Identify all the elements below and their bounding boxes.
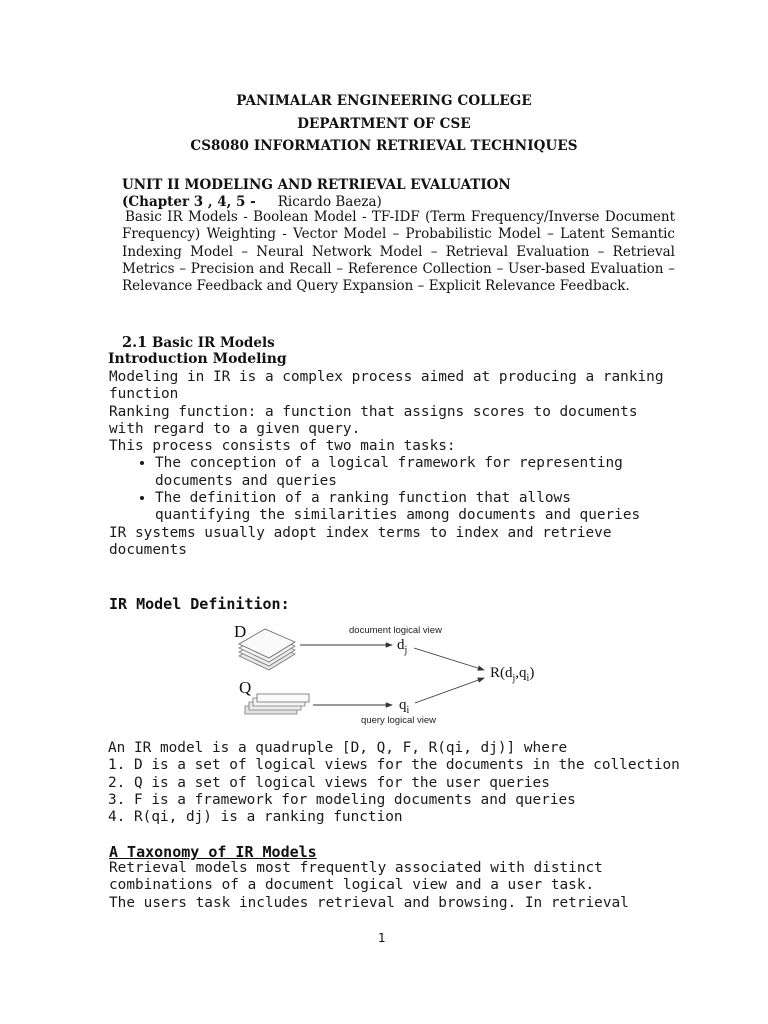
taxonomy-line: The users task includes retrieval and browsing. In retrieval — [109, 894, 629, 911]
chapter-author: Ricardo Baeza) — [277, 194, 382, 210]
query-view-caption: query logical view — [361, 715, 436, 726]
department-name: DEPARTMENT OF CSE — [297, 116, 471, 132]
taxonomy-line: Retrieval models most frequently associated with distinct — [109, 860, 603, 876]
section-number: 2.1 — [122, 334, 148, 351]
unit-title: UNIT II MODELING AND RETRIEVAL EVALUATION — [122, 177, 511, 193]
doc-set-label: D — [234, 622, 247, 641]
intro-paragraph-4: IR systems usually adopt index terms to index and retrieve documents — [109, 524, 612, 558]
college-name: PANIMALAR ENGINEERING COLLEGE — [236, 93, 532, 109]
document-stack-icon — [239, 629, 295, 670]
dj-symbol: $d_j$ — [397, 637, 408, 656]
list-item: • The definition of a ranking function that allows quantifying the similarities among documents and queries — [155, 490, 669, 525]
intro-body — [109, 369, 669, 559]
taxonomy-line: combinations of a document logical view and a user task. — [109, 877, 595, 894]
definition-line: An IR model is a quadruple [D, Q, F, R(qi, dj)] where — [108, 740, 568, 756]
dj-rank-arrow — [414, 648, 484, 670]
chapter-reference: (Chapter 3 , 4, 5 - — [122, 194, 256, 210]
definition-line: 4. R(qi, dj) is a ranking function — [108, 809, 403, 826]
qi-symbol: $q_i$ — [399, 697, 410, 716]
definition-line: 3. F is a framework for modeling documents and queries — [108, 791, 576, 808]
query-stack-icon — [245, 694, 309, 714]
definition-line: 2. Q is a set of logical views for the user queries — [108, 774, 550, 791]
unit-syllabus: Basic IR Models - Boolean Model - TF-IDF (Term Frequency/Inverse Document Frequency) Weighting - Vector Model – Probabilistic Model – Latent Semantic Indexing Model – Neural Network Model – Retrieval Evaluation – Retrieval Metrics – Precision and Recall – Reference Collection – User-based Evaluation – Relevance Feedback and Query Expansion – Explicit Relevance Feedback. — [122, 209, 675, 295]
ranking-function-symbol: $R(d_j,q_i)$ — [490, 665, 535, 684]
section-title: Basic IR Models — [151, 335, 275, 351]
definition-line: 1. D is a set of logical views for the documents in the collection — [108, 757, 680, 774]
qi-rank-arrow — [415, 678, 484, 703]
intro-paragraph-2: Ranking function: a function that assigns scores to documents with regard to a given query. — [109, 403, 638, 437]
subsection-title: Introduction Modeling — [108, 351, 287, 367]
list-item: • The conception of a logical framework for representing documents and queries — [155, 455, 669, 490]
query-set-label: Q — [239, 678, 252, 697]
task-list — [109, 455, 669, 524]
definition-title: IR Model Definition: — [109, 595, 290, 613]
intro-paragraph-1: Modeling in IR is a complex process aimed at producing a ranking function — [109, 369, 664, 403]
chapter-line — [122, 194, 382, 210]
taxonomy-body — [109, 860, 689, 912]
course-title: CS8080 INFORMATION RETRIEVAL TECHNIQUES — [190, 138, 578, 154]
intro-paragraph-3: This process consists of two main tasks: — [109, 438, 456, 455]
ir-model-diagram — [225, 612, 565, 730]
model-definition-body — [108, 740, 688, 826]
doc-view-caption: document logical view — [349, 625, 442, 636]
taxonomy-title: A Taxonomy of IR Models — [109, 843, 317, 861]
page-number: 1 — [378, 931, 386, 945]
section-heading — [122, 334, 275, 351]
